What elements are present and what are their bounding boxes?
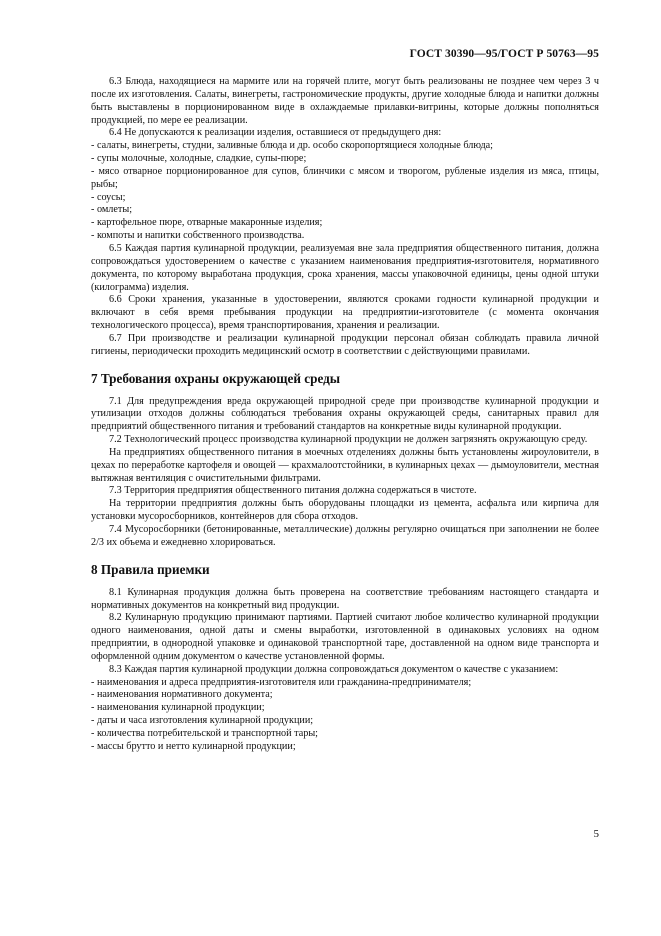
- list-item: - картофельное пюре, отварные макаронные изделия;: [91, 217, 323, 229]
- paragraph-8-2: 8.2 Кулинарную продукцию принимают партиями. Партией считают любое количество кулинарной продукции одного наименования, одной даты и смены выработки, изготовленной в одинаковых условиях на одном предприятии, в однородной упаковке и одинаковой транспортной таре, доставленной на одном виде транспорта и оформленной одним документом о качестве установленной формы.: [91, 612, 599, 662]
- paragraph-7-4: 7.4 Мусоросборники (бетонированные, металлические) должны регулярно очищаться при заполнении не более 2/3 их объема и ежедневно хлорироваться.: [91, 524, 599, 548]
- list-item: - количества потребительской и транспортной тары;: [91, 727, 319, 739]
- list-item: - массы брутто и нетто кулинарной продукции;: [91, 740, 296, 752]
- paragraph-7-3: 7.3 Территория предприятия общественного питания должна содержаться в чистоте.: [109, 485, 477, 497]
- paragraph-6-3: 6.3 Блюда, находящиеся на мармите или на горячей плите, могут быть реализованы не позднее чем через 3 ч после их изготовления. Салаты, винегреты, гастрономические продукты, другие холодные блюда и напитки должны быть выставлены в порционированном виде в охлаждаемые прилавки-витрины, которые должны пополняться продукцией, по мере ее реализации.: [91, 76, 599, 126]
- list-item: - омлеты;: [91, 204, 133, 216]
- list-item: - салаты, винегреты, студни, заливные блюда и др. особо скоропортящиеся холодные блюда;: [91, 140, 493, 152]
- list-item: - соусы;: [91, 191, 126, 203]
- page-number: 5: [593, 828, 599, 840]
- page-content: [91, 76, 599, 754]
- standard-header: ГОСТ 30390—95/ГОСТ Р 50763—95: [409, 48, 599, 60]
- section-7-heading: 7 Требования охраны окружающей среды: [91, 370, 341, 386]
- paragraph-6-6: 6.6 Сроки хранения, указанные в удостоверении, являются сроками годности кулинарной продукции и включают в себя время пребывания продукции на предприятии-изготовителе (с момента окончания технологического процесса), время транспортирования, хранения и реализации.: [91, 294, 599, 332]
- list-item: - наименования и адреса предприятия-изготовителя или гражданина-предпринимателя;: [91, 676, 472, 688]
- paragraph-7-3-continued: На территории предприятия должны быть оборудованы площадки из цемента, асфальта или кирпича для установки мусоросборников, контейнеров для сбора отходов.: [91, 498, 599, 523]
- list-item: - компоты и напитки собственного производства.: [91, 230, 305, 242]
- list-item: - наименования кулинарной продукции;: [91, 702, 265, 714]
- paragraph-8-3: 8.3 Каждая партия кулинарной продукции должна сопровождаться документом о качестве с указанием:: [109, 663, 559, 675]
- section-8-heading: 8 Правила приемки: [91, 561, 210, 577]
- list-item: - мясо отварное порционированное для супов, блинчики с мясом и творогом, рубленые изделия из мяса, птицы, рыбы;: [91, 165, 599, 190]
- list-item: - даты и часа изготовления кулинарной продукции;: [91, 715, 314, 727]
- paragraph-8-1: 8.1 Кулинарная продукция должна быть проверена на соответствие требованиям настоящего стандарта и нормативных документов на конкретный вид продукции.: [91, 586, 599, 611]
- paragraph-6-5: 6.5 Каждая партия кулинарной продукции, реализуемая вне зала предприятия общественного питания, должна сопровождаться удостоверением о качестве с указанием наименования предприятия-изготовителя, нормативного документа, по которому выработана продукция, срока хранения, массы упаковочной единицы, цены одной штуки (килограмма) изделия.: [91, 242, 599, 293]
- paragraph-6-4: 6.4 Не допускаются к реализации изделия, оставшиеся от предыдущего дня:: [109, 127, 442, 139]
- list-item: - наименования нормативного документа;: [91, 689, 273, 701]
- paragraph-6-7: 6.7 При производстве и реализации кулинарной продукции персонал обязан соблюдать правила личной гигиены, периодически проходить медицинский осмотр в соответствии с действующими правилами.: [91, 332, 599, 357]
- paragraph-7-2-continued: На предприятиях общественного питания в моечных отделениях должны быть установлены жироуловители, в цехах по переработке картофеля и овощей — крахмалоотстойники, в кулинарных цехах — дымоуловители, местная вытяжная вентиляция с очистительными фильтрами.: [91, 446, 599, 484]
- paragraph-7-2: 7.2 Технологический процесс производства кулинарной продукции не должен загрязнять окружающую среду.: [109, 434, 588, 446]
- paragraph-7-1: 7.1 Для предупреждения вреда окружающей природной среде при производстве кулинарной продукции и утилизации отходов должны соблюдаться требования охраны окружающей среды, санитарных правил для предприятий общественного питания и требований стандартов на конкретные виды кулинарной продукции.: [91, 395, 599, 433]
- list-item: - супы молочные, холодные, сладкие, супы-пюре;: [91, 153, 307, 165]
